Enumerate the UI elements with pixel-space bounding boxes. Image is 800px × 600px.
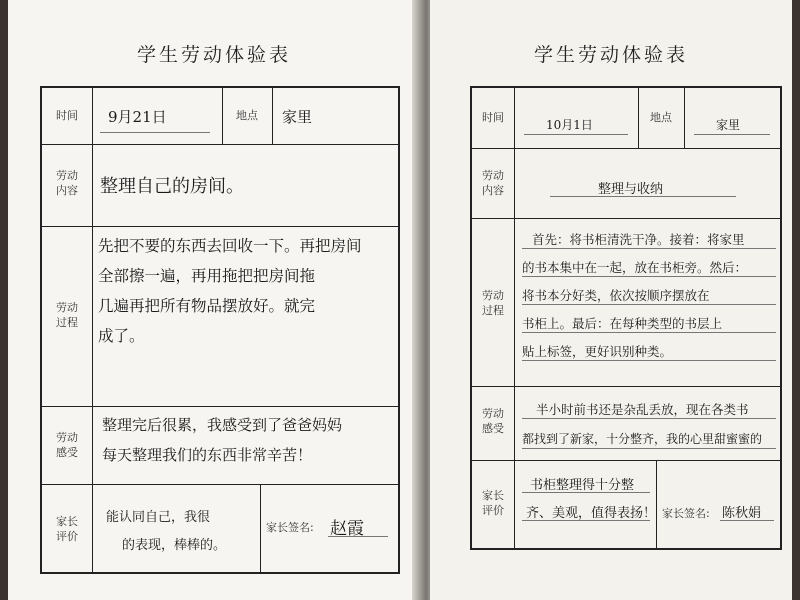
- process-line-3: 几遍再把所有物品摆放好。就完: [98, 297, 316, 315]
- parent-eval-line-2: 齐、美观，值得表扬！: [526, 506, 657, 521]
- parent-eval-label: 家长 评价: [56, 515, 78, 543]
- parent-eval-line-1: 能认同自己，我很: [106, 510, 211, 525]
- labor-form: [40, 86, 400, 574]
- feeling-label: 劳动 感受: [56, 431, 78, 459]
- labor-form: [470, 86, 782, 550]
- parent-sign-label: 家长签名:: [662, 507, 710, 520]
- content-label: 劳动 内容: [482, 169, 504, 197]
- parent-sign-value: 陈秋娟: [722, 506, 762, 521]
- process-line-2: 全部擦一遍，再用拖把把房间拖: [98, 267, 316, 285]
- process-line-3: 将书本分好类，依次按顺序摆放在: [522, 288, 710, 303]
- time-value: 9月21日: [108, 108, 167, 126]
- time-label: 时间: [56, 109, 78, 122]
- process-line-4: 书柜上。最后：在每种类型的书层上: [522, 316, 723, 331]
- parent-eval-label: 家长 评价: [482, 489, 504, 517]
- place-label: 地点: [236, 109, 258, 122]
- feeling-line-1: 半小时前书还是杂乱丢放，现在各类书: [536, 402, 749, 417]
- time-label: 时间: [482, 111, 504, 124]
- place-value: 家里: [716, 118, 741, 132]
- page-title: 学生劳动体验表: [533, 44, 688, 66]
- feeling-line-2: 每天整理我们的东西非常辛苦！: [102, 446, 313, 464]
- process-label: 劳动 过程: [56, 301, 78, 329]
- parent-eval-line-1: 书柜整理得十分整: [530, 478, 635, 493]
- content-value: 整理与收纳: [598, 182, 664, 197]
- process-line-2: 的书本集中在一起，放在书柜旁。然后：: [522, 260, 748, 275]
- time-value: 10月1日: [546, 118, 593, 132]
- place-label: 地点: [650, 111, 672, 124]
- feeling-line-1: 整理完后很累，我感受到了爸爸妈妈: [102, 416, 343, 434]
- feeling-label: 劳动 感受: [482, 407, 504, 435]
- content-value: 整理自己的房间。: [100, 176, 244, 197]
- process-line-1: 先把不要的东西去回收一下。再把房间: [98, 237, 362, 255]
- content-label: 劳动 内容: [56, 169, 78, 197]
- feeling-line-2: 都找到了新家，十分整齐，我的心里甜蜜蜜的: [522, 432, 763, 446]
- process-line-5: 贴上标签，更好识别种类。: [522, 344, 673, 359]
- process-line-1: 首先：将书柜清洗干净。接着：将家里: [532, 232, 745, 247]
- place-value: 家里: [282, 108, 313, 126]
- process-label: 劳动 过程: [482, 289, 504, 317]
- page-title: 学生劳动体验表: [136, 44, 291, 66]
- process-line-4: 成了。: [98, 327, 145, 345]
- parent-sign-label: 家长签名:: [266, 521, 314, 534]
- parent-sign-value: 赵霞: [330, 519, 364, 539]
- parent-eval-line-2: 的表现，棒棒的。: [122, 538, 227, 553]
- right-page: [430, 0, 792, 600]
- left-page: [8, 0, 420, 600]
